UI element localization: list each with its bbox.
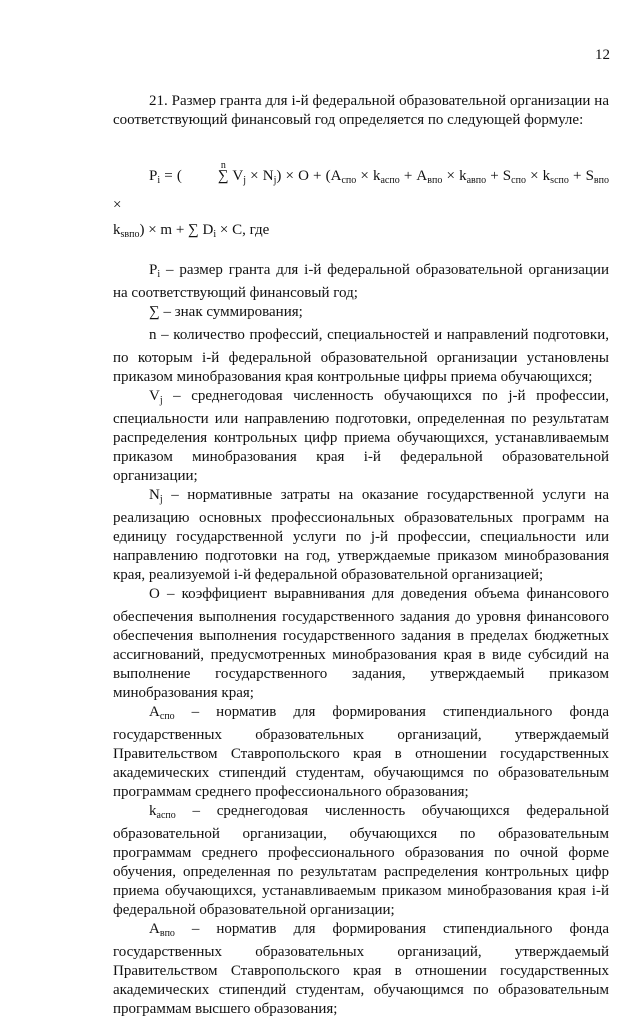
definition-symbol-sub: j — [159, 494, 163, 505]
formula-v: V — [228, 168, 244, 184]
definition-symbol-sub: впо — [159, 928, 175, 939]
formula-k2-sub: авпо — [466, 175, 487, 186]
formula-t5: × k — [525, 168, 551, 184]
formula-v-sub: j — [243, 175, 247, 186]
definition-symbol: P — [149, 262, 158, 278]
definition-text: – коэффициент выравнивания для доведения объема финансового обеспечения выполнения государственного задания до уровня финансового обеспечения выполнения государственного задания в пределах бюджетных ассигнований, предусмотренных минобразования края в виде субсидий на выполнение государственного задания, утверждаемый приказом минобразования края; — [113, 586, 609, 701]
formula-t6: + S — [568, 168, 594, 184]
definition-symbol: n — [149, 327, 157, 343]
formula-s2-sub: впо — [593, 175, 609, 186]
formula-k4: k — [113, 222, 121, 238]
definition-item — [113, 387, 609, 486]
formula-t3: × k — [442, 168, 467, 184]
formula-k3-sub: sспо — [550, 175, 569, 186]
formula-k4-sub: sвпо — [120, 229, 140, 240]
formula-sigma-symbol: ∑ — [217, 168, 229, 184]
definition-symbol: ∑ — [149, 304, 160, 320]
definition-item — [113, 585, 609, 703]
definition-item — [113, 920, 609, 1019]
definition-symbol: A — [149, 704, 160, 720]
definition-item — [113, 486, 609, 585]
definition-text: – знак суммирования; — [159, 304, 303, 320]
intro-paragraph: 21. Размер гранта для i-й федеральной образовательной организации на соответствующий финансовый год определяется по следующей формуле: — [113, 93, 609, 128]
definition-text: – нормативные затраты на оказание государственной услуги на реализацию основных профессиональных образовательных программ на единицу государственной услуги по j-й профессии, специальности или направлению подготовки на год, утверждаемые приказом минобразования края, реализуемой i-й федеральной образовательной организацией; — [113, 487, 609, 583]
definition-text: – норматив для формирования стипендиального фонда государственных образовательных организаций, утверждаемый Правительством Ставропольского края в отношении государственных академических стипендий студентам, обучающимся по образовательным программам высшего образования; — [113, 921, 609, 1017]
formula-p: P — [149, 168, 158, 184]
definition-item — [113, 703, 609, 802]
formula-a1-sub: спо — [341, 175, 357, 186]
definition-text: – среднегодовая численность обучающихся по j-й профессии, специальности или направлению подготовки, определенная по результатам распределения контрольных цифр приема обучающихся, устанавливаемым приказом минобразования края i-й федеральной образовательной организации; — [113, 388, 609, 484]
formula-a2-sub: впо — [427, 175, 443, 186]
formula-k1-sub: аспо — [380, 175, 400, 186]
formula-t4: + S — [486, 168, 512, 184]
grant-formula — [113, 160, 609, 247]
formula-eq-open: = ( — [160, 168, 182, 184]
formula-t1: × k — [356, 168, 381, 184]
definition-item — [113, 303, 609, 326]
formula-close-o: ) × O + (A — [276, 168, 342, 184]
formula-sigma — [182, 160, 229, 189]
definition-text: – размер гранта для i-й федеральной образовательной организации на соответствующий финансовый год; — [113, 262, 609, 301]
definition-text: – норматив для формирования стипендиального фонда государственных образовательных организаций, утверждаемый Правительством Ставропольского края в отношении государственных академических стипендий студентам, обучающимся по образовательным программам среднего профессионального образования; — [113, 704, 609, 800]
formula-t7: × — [113, 197, 122, 213]
definition-symbol: k — [149, 803, 157, 819]
formula-times-n: × N — [246, 168, 274, 184]
definition-text: – среднегодовая численность обучающихся федеральной образовательной организации, обучающихся по образовательным программам среднего профессионального образования по очной форме обучения, определенная по результатам распределения контрольных цифр приема обучающихся, устанавливаемым приказом минобразования края i-й федеральной образовательной организации; — [113, 803, 609, 918]
definition-item — [113, 326, 609, 387]
formula-sigma-sup: n — [220, 160, 226, 171]
definition-symbol-sub: j — [159, 395, 163, 406]
definition-symbol-sub: спо — [159, 711, 175, 722]
document-body — [113, 92, 609, 1019]
definition-symbol-sub: i — [157, 269, 161, 280]
formula-t8: ) × m + ∑ D — [139, 222, 214, 238]
definition-symbol: A — [149, 921, 160, 937]
formula-n-sub: j — [273, 175, 277, 186]
definition-symbol-sub: аспо — [156, 810, 176, 821]
page-number: 12 — [595, 47, 610, 63]
definition-symbol: V — [149, 388, 160, 404]
definition-item — [113, 802, 609, 920]
definition-symbol: N — [149, 487, 160, 503]
definitions-list — [113, 261, 609, 1019]
formula-d-sub: i — [213, 229, 217, 240]
formula-tail: × C, где — [216, 222, 270, 238]
formula-p-sub: i — [157, 175, 161, 186]
formula-s1-sub: спо — [511, 175, 526, 186]
definition-text: – количество профессий, специальностей и направлений подготовки, по которым i-й федеральной образовательной организации установлены приказом минобразования края контрольные цифры приема обучающихся; — [113, 327, 609, 385]
formula-t2: + A — [399, 168, 428, 184]
definition-symbol: O — [149, 586, 160, 602]
definition-item — [113, 261, 609, 303]
